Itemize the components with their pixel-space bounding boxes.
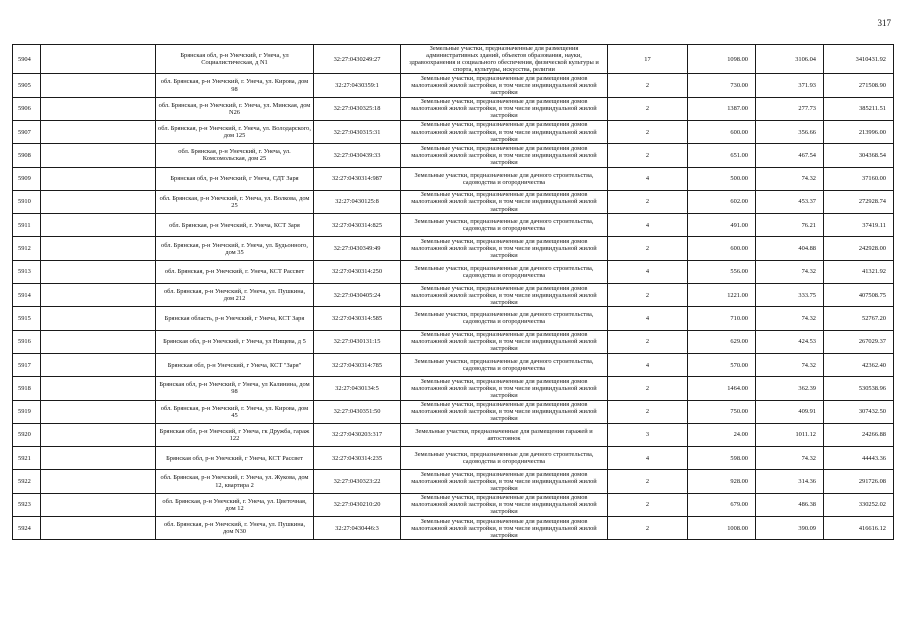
cadastral-value-cell: 416616.12 [824,517,894,540]
group-number-cell: 4 [608,353,688,376]
land-use-cell: Земельные участки, предназначенные для дачного строительства, садоводства и огородничества [401,167,608,190]
land-use-cell: Земельные участки, предназначенные для размещения домов малоэтажной жилой застройки, в том числе индивидуальной жилой застройки [401,237,608,260]
area-cell: 730.00 [688,74,756,97]
cadastral-number-cell: 32:27:0430125:8 [314,190,401,213]
table-row [13,45,894,74]
land-use-cell: Земельные участки, предназначенные для размещения гаражей и автостоянок [401,423,608,446]
cadastral-value-cell: 41321.92 [824,260,894,283]
address-cell: обл. Брянская, р-н Унечский, г. Унеча, ул. Володарского, дом 125 [156,120,314,143]
group-number-cell: 17 [608,45,688,74]
table-row [13,260,894,283]
cadastral-number-cell: 32:27:0430325:18 [314,97,401,120]
cadastral-value-cell: 242928.00 [824,237,894,260]
row-number-cell: 5924 [13,517,41,540]
land-use-cell: Земельные участки, предназначенные для размещения домов малоэтажной жилой застройки, в том числе индивидуальной жилой застройки [401,284,608,307]
cadastral-value-cell: 42362.40 [824,353,894,376]
table-row [13,284,894,307]
cadastral-value-cell: 52767.20 [824,307,894,330]
row-number-cell: 5923 [13,493,41,516]
cadastral-number-cell: 32:27:0430314:235 [314,447,401,470]
table-row [13,330,894,353]
table-row [13,517,894,540]
row-number-cell: 5922 [13,470,41,493]
cadastral-number-cell: 32:27:0430203:317 [314,423,401,446]
group-number-cell: 2 [608,330,688,353]
cadastral-number-cell: 32:27:0430359:1 [314,74,401,97]
specific-value-cell: 486.38 [756,493,824,516]
land-use-cell: Земельные участки, предназначенные для размещения домов малоэтажной жилой застройки, в том числе индивидуальной жилой застройки [401,330,608,353]
table-row [13,353,894,376]
group-number-cell: 3 [608,423,688,446]
table-row [13,423,894,446]
land-use-cell: Земельные участки, предназначенные для размещения домов малоэтажной жилой застройки, в том числе индивидуальной жилой застройки [401,400,608,423]
specific-value-cell: 409.91 [756,400,824,423]
row-number-cell: 5907 [13,120,41,143]
row-number-cell: 5916 [13,330,41,353]
group-number-cell: 2 [608,517,688,540]
row-number-cell: 5904 [13,45,41,74]
address-cell: обл. Брянская, р-н Унечский, г. Унеча, ул. Волкова, дом 25 [156,190,314,213]
land-use-cell: Земельные участки, предназначенные для размещения домов малоэтажной жилой застройки, в том числе индивидуальной жилой застройки [401,493,608,516]
table-row [13,97,894,120]
table-row [13,447,894,470]
blank-cell [41,284,156,307]
cadastral-value-cell: 530538.96 [824,377,894,400]
blank-cell [41,167,156,190]
area-cell: 600.00 [688,237,756,260]
specific-value-cell: 333.75 [756,284,824,307]
specific-value-cell: 74.32 [756,260,824,283]
specific-value-cell: 467.54 [756,144,824,167]
land-use-cell: Земельные участки, предназначенные для дачного строительства, садоводства и огородничества [401,307,608,330]
address-cell: обл. Брянская, р-н Унечский, г. Унеча, ул. Жукова, дом 12, квартира 2 [156,470,314,493]
address-cell: Брянская обл, р-н Унечский, г Унеча, ул Калинина, дом 98 [156,377,314,400]
land-use-cell: Земельные участки, предназначенные для размещения домов малоэтажной жилой застройки, в том числе индивидуальной жилой застройки [401,97,608,120]
blank-cell [41,260,156,283]
land-use-cell: Земельные участки, предназначенные для размещения домов малоэтажной жилой застройки, в том числе индивидуальной жилой застройки [401,517,608,540]
area-cell: 24.00 [688,423,756,446]
land-use-cell: Земельные участки, предназначенные для дачного строительства, садоводства и огородничества [401,447,608,470]
area-cell: 928.00 [688,470,756,493]
cadastral-number-cell: 32:27:0430315:31 [314,120,401,143]
blank-cell [41,423,156,446]
table-row [13,120,894,143]
specific-value-cell: 404.88 [756,237,824,260]
table-row [13,493,894,516]
specific-value-cell: 362.39 [756,377,824,400]
address-cell: Брянская обл, р-н Унечский, г Унеча, ул Социалистическая, д N1 [156,45,314,74]
area-cell: 598.00 [688,447,756,470]
table-row [13,470,894,493]
specific-value-cell: 74.32 [756,307,824,330]
land-use-cell: Земельные участки, предназначенные для размещения домов малоэтажной жилой застройки, в том числе индивидуальной жилой застройки [401,470,608,493]
land-use-cell: Земельные участки, предназначенные для дачного строительства, садоводства и огородничества [401,260,608,283]
specific-value-cell: 74.32 [756,167,824,190]
group-number-cell: 2 [608,74,688,97]
cadastral-number-cell: 32:27:0430314:585 [314,307,401,330]
group-number-cell: 2 [608,190,688,213]
group-number-cell: 4 [608,167,688,190]
row-number-cell: 5905 [13,74,41,97]
cadastral-number-cell: 32:27:0430314:250 [314,260,401,283]
table-row [13,167,894,190]
row-number-cell: 5918 [13,377,41,400]
cadastral-value-table [12,44,894,540]
specific-value-cell: 277.73 [756,97,824,120]
land-use-cell: Земельные участки, предназначенные для размещения домов малоэтажной жилой застройки, в том числе индивидуальной жилой застройки [401,120,608,143]
area-cell: 1008.00 [688,517,756,540]
address-cell: Брянская обл, р-н Унечский, г Унеча, СДТ Заря [156,167,314,190]
land-use-cell: Земельные участки, предназначенные для размещения домов малоэтажной жилой застройки, в том числе индивидуальной жилой застройки [401,377,608,400]
specific-value-cell: 74.32 [756,353,824,376]
cadastral-value-cell: 307432.50 [824,400,894,423]
cadastral-number-cell: 32:27:0430405:24 [314,284,401,307]
area-cell: 602.00 [688,190,756,213]
group-number-cell: 2 [608,400,688,423]
area-cell: 679.00 [688,493,756,516]
group-number-cell: 2 [608,237,688,260]
cadastral-number-cell: 32:27:0430446:3 [314,517,401,540]
address-cell: Брянская обл, р-н Унечский, г Унеча, ул Нищева, д 5 [156,330,314,353]
blank-cell [41,120,156,143]
area-cell: 600.00 [688,120,756,143]
land-use-cell: Земельные участки, предназначенные для размещения домов малоэтажной жилой застройки, в том числе индивидуальной жилой застройки [401,190,608,213]
cadastral-number-cell: 32:27:0430349:49 [314,237,401,260]
cadastral-value-cell: 304368.54 [824,144,894,167]
cadastral-value-cell: 385211.51 [824,97,894,120]
cadastral-value-cell: 44443.36 [824,447,894,470]
blank-cell [41,190,156,213]
cadastral-value-cell: 24266.88 [824,423,894,446]
table-row [13,237,894,260]
cadastral-number-cell: 32:27:0430314:987 [314,167,401,190]
cadastral-value-cell: 407508.75 [824,284,894,307]
row-number-cell: 5910 [13,190,41,213]
specific-value-cell: 1011.12 [756,423,824,446]
area-cell: 1464.00 [688,377,756,400]
blank-cell [41,97,156,120]
address-cell: обл. Брянская, р-н Унечский, г. Унеча, ул. Кирова, дом 98 [156,74,314,97]
group-number-cell: 2 [608,284,688,307]
table-row [13,400,894,423]
page-number: 317 [877,18,891,28]
specific-value-cell: 74.32 [756,447,824,470]
cadastral-value-cell: 37160.00 [824,167,894,190]
row-number-cell: 5913 [13,260,41,283]
specific-value-cell: 76.21 [756,214,824,237]
specific-value-cell: 424.53 [756,330,824,353]
cadastral-number-cell: 32:27:0430323:22 [314,470,401,493]
address-cell: обл. Брянская, р-н Унечский, г. Унеча, КСТ Заря [156,214,314,237]
group-number-cell: 2 [608,120,688,143]
row-number-cell: 5906 [13,97,41,120]
land-use-cell: Земельные участки, предназначенные для дачного строительства, садоводства и огородничества [401,353,608,376]
land-use-cell: Земельные участки, предназначенные для размещения домов малоэтажной жилой застройки, в том числе индивидуальной жилой застройки [401,144,608,167]
address-cell: обл. Брянская, р-н Унечский, г. Унеча, КСТ Рассвет [156,260,314,283]
address-cell: обл. Брянская, р-н Унечский, г. Унеча, ул. Минская, дом N26 [156,97,314,120]
blank-cell [41,447,156,470]
address-cell: обл. Брянская, р-н Унечский, г. Унеча, ул. Комсомольская, дом 25 [156,144,314,167]
area-cell: 1098.00 [688,45,756,74]
row-number-cell: 5915 [13,307,41,330]
area-cell: 1387.00 [688,97,756,120]
row-number-cell: 5911 [13,214,41,237]
cadastral-value-cell: 37419.11 [824,214,894,237]
area-cell: 1221.00 [688,284,756,307]
area-cell: 500.00 [688,167,756,190]
group-number-cell: 2 [608,97,688,120]
area-cell: 710.00 [688,307,756,330]
cadastral-number-cell: 32:27:0430131:15 [314,330,401,353]
address-cell: Брянская область, р-н Унечский, г Унеча, КСТ Заря [156,307,314,330]
group-number-cell: 4 [608,260,688,283]
cadastral-value-cell: 267029.37 [824,330,894,353]
row-number-cell: 5920 [13,423,41,446]
address-cell: Брянская обл, р-н Унечский, г Унеча, гк Дружба, гараж 122 [156,423,314,446]
area-cell: 750.00 [688,400,756,423]
cadastral-value-cell: 271508.90 [824,74,894,97]
group-number-cell: 4 [608,307,688,330]
cadastral-value-cell: 3410431.92 [824,45,894,74]
area-cell: 556.00 [688,260,756,283]
area-cell: 491.00 [688,214,756,237]
area-cell: 570.00 [688,353,756,376]
cadastral-number-cell: 32:27:0430210:20 [314,493,401,516]
cadastral-number-cell: 32:27:0430249:27 [314,45,401,74]
table-row [13,307,894,330]
address-cell: обл. Брянская, р-н Унечский, г. Унеча, ул. Цветочная, дом 12 [156,493,314,516]
blank-cell [41,470,156,493]
address-cell: обл. Брянская, р-н Унечский, г. Унеча, ул. Кирова, дом 45 [156,400,314,423]
address-cell: обл. Брянская, р-н Унечский, г. Унеча, ул. Будьонного, дом 35 [156,237,314,260]
specific-value-cell: 453.37 [756,190,824,213]
blank-cell [41,237,156,260]
row-number-cell: 5912 [13,237,41,260]
blank-cell [41,400,156,423]
cadastral-value-cell: 213996.00 [824,120,894,143]
group-number-cell: 2 [608,377,688,400]
group-number-cell: 2 [608,144,688,167]
cadastral-number-cell: 32:27:0430439:33 [314,144,401,167]
group-number-cell: 2 [608,470,688,493]
blank-cell [41,330,156,353]
blank-cell [41,144,156,167]
cadastral-value-cell: 272928.74 [824,190,894,213]
blank-cell [41,517,156,540]
group-number-cell: 4 [608,447,688,470]
blank-cell [41,74,156,97]
specific-value-cell: 390.09 [756,517,824,540]
blank-cell [41,493,156,516]
address-cell: обл. Брянская, р-н Унечский, г. Унеча, ул. Пушкина, дом 212 [156,284,314,307]
cadastral-value-cell: 291726.08 [824,470,894,493]
row-number-cell: 5909 [13,167,41,190]
cadastral-number-cell: 32:27:0430314:825 [314,214,401,237]
table-row [13,144,894,167]
address-cell: Брянская обл, р-н Унечский, г Унеча, КСТ Рассвет [156,447,314,470]
group-number-cell: 4 [608,214,688,237]
cadastral-value-cell: 330252.02 [824,493,894,516]
table-row [13,74,894,97]
blank-cell [41,377,156,400]
land-use-cell: Земельные участки, предназначенные для размещения домов малоэтажной жилой застройки, в том числе индивидуальной жилой застройки [401,74,608,97]
group-number-cell: 2 [608,493,688,516]
row-number-cell: 5914 [13,284,41,307]
row-number-cell: 5917 [13,353,41,376]
specific-value-cell: 356.66 [756,120,824,143]
specific-value-cell: 371.93 [756,74,824,97]
table-row [13,377,894,400]
address-cell: обл. Брянская, р-н Унечский, г. Унеча, ул. Пушкина, дом N30 [156,517,314,540]
land-use-cell: Земельные участки, предназначенные для размещения административных зданий, объектов образования, науки, здравоохранения и социального обеспечения, физической культуры и спорта, культуры, искусства, религии [401,45,608,74]
row-number-cell: 5919 [13,400,41,423]
blank-cell [41,45,156,74]
specific-value-cell: 3106.04 [756,45,824,74]
area-cell: 629.00 [688,330,756,353]
row-number-cell: 5921 [13,447,41,470]
table-body [13,45,894,540]
area-cell: 651.00 [688,144,756,167]
land-use-cell: Земельные участки, предназначенные для дачного строительства, садоводства и огородничества [401,214,608,237]
address-cell: Брянская обл, р-н Унечский, г Унеча, КСТ "Заря" [156,353,314,376]
cadastral-number-cell: 32:27:0430351:50 [314,400,401,423]
cadastral-number-cell: 32:27:0430314:785 [314,353,401,376]
row-number-cell: 5908 [13,144,41,167]
table-row [13,190,894,213]
blank-cell [41,353,156,376]
specific-value-cell: 314.36 [756,470,824,493]
blank-cell [41,307,156,330]
blank-cell [41,214,156,237]
cadastral-number-cell: 32:27:0430134:5 [314,377,401,400]
table-row [13,214,894,237]
